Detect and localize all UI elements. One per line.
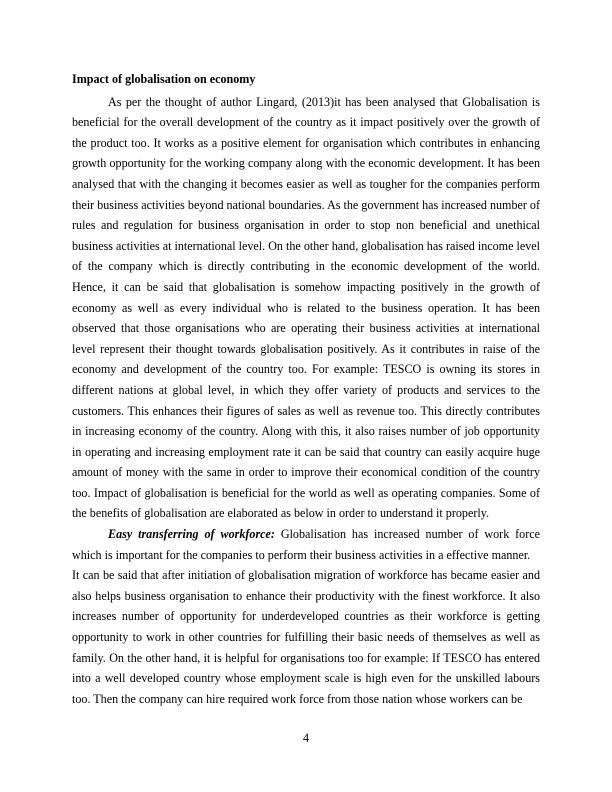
workforce-transfer-label: Easy transferring of workforce: — [108, 527, 275, 542]
paragraph-workforce-transfer — [72, 524, 540, 565]
section-heading: Impact of globalisation on economy — [72, 72, 256, 86]
page-number: 4 — [302, 731, 310, 745]
workforce-transfer-text: Globalisation has increased number of work force which is important for the companies to perform their business activities in a effective manner. — [72, 527, 540, 562]
paragraph-workforce-migration: It can be said that after initiation of globalisation migration of workforce has became easier and also helps business organisation to enhance their productivity with the finest workforce. It also increases number of opportunity for underdeveloped countries as their workforce is getting opportunity to work in other countries for fulfilling their basic needs of themselves as well as family. On the other hand, it is helpful for organisations too for example: If TESCO has entered into a well developed country whose employment scale is high even for the unskilled labours too. Then the company can hire required work force from those nation whose workers can be — [72, 568, 540, 706]
paragraph-globalisation-overview: As per the thought of author Lingard, (2013)it has been analysed that Globalisation is beneficial for the overall development of the country as it impact positively over the growth of the product too. It works as a positive element for organisation which contributes in enhancing growth opportunity for the working company along with the economic development. It has been analysed that with the changing it becomes easier as well as tougher for the companies perform their business activities beyond national boundaries. As the government has increased number of rules and regulation for business organisation in order to stop non beneficial and unethical business activities at international level. On the other hand, globalisation has raised income level of the company which is directly contributing in the economic development of the world. Hence, it can be said that globalisation is somehow impacting positively in the growth of economy as well as every individual who is related to the business operation. It has been observed that those organisations who are operating their business activities at international level represent their thought towards globalisation positively. As it contributes in raise of the economy and development of the country too. For example: TESCO is owning its stores in different nations at global level, in which they offer variety of products and services to the customers. This enhances their figures of sales as well as revenue too. This directly contributes in increasing economy of the country. Along with this, it also raises number of job opportunity in operating and increasing employment rate it can be said that country can easily acquire huge amount of money with the same in order to improve their economical condition of the country too. Impact of globalisation is beneficial for the world as well as operating companies. Some of the benefits of globalisation are elaborated as below in order to understand it properly. — [72, 94, 540, 521]
document-page — [72, 69, 540, 709]
